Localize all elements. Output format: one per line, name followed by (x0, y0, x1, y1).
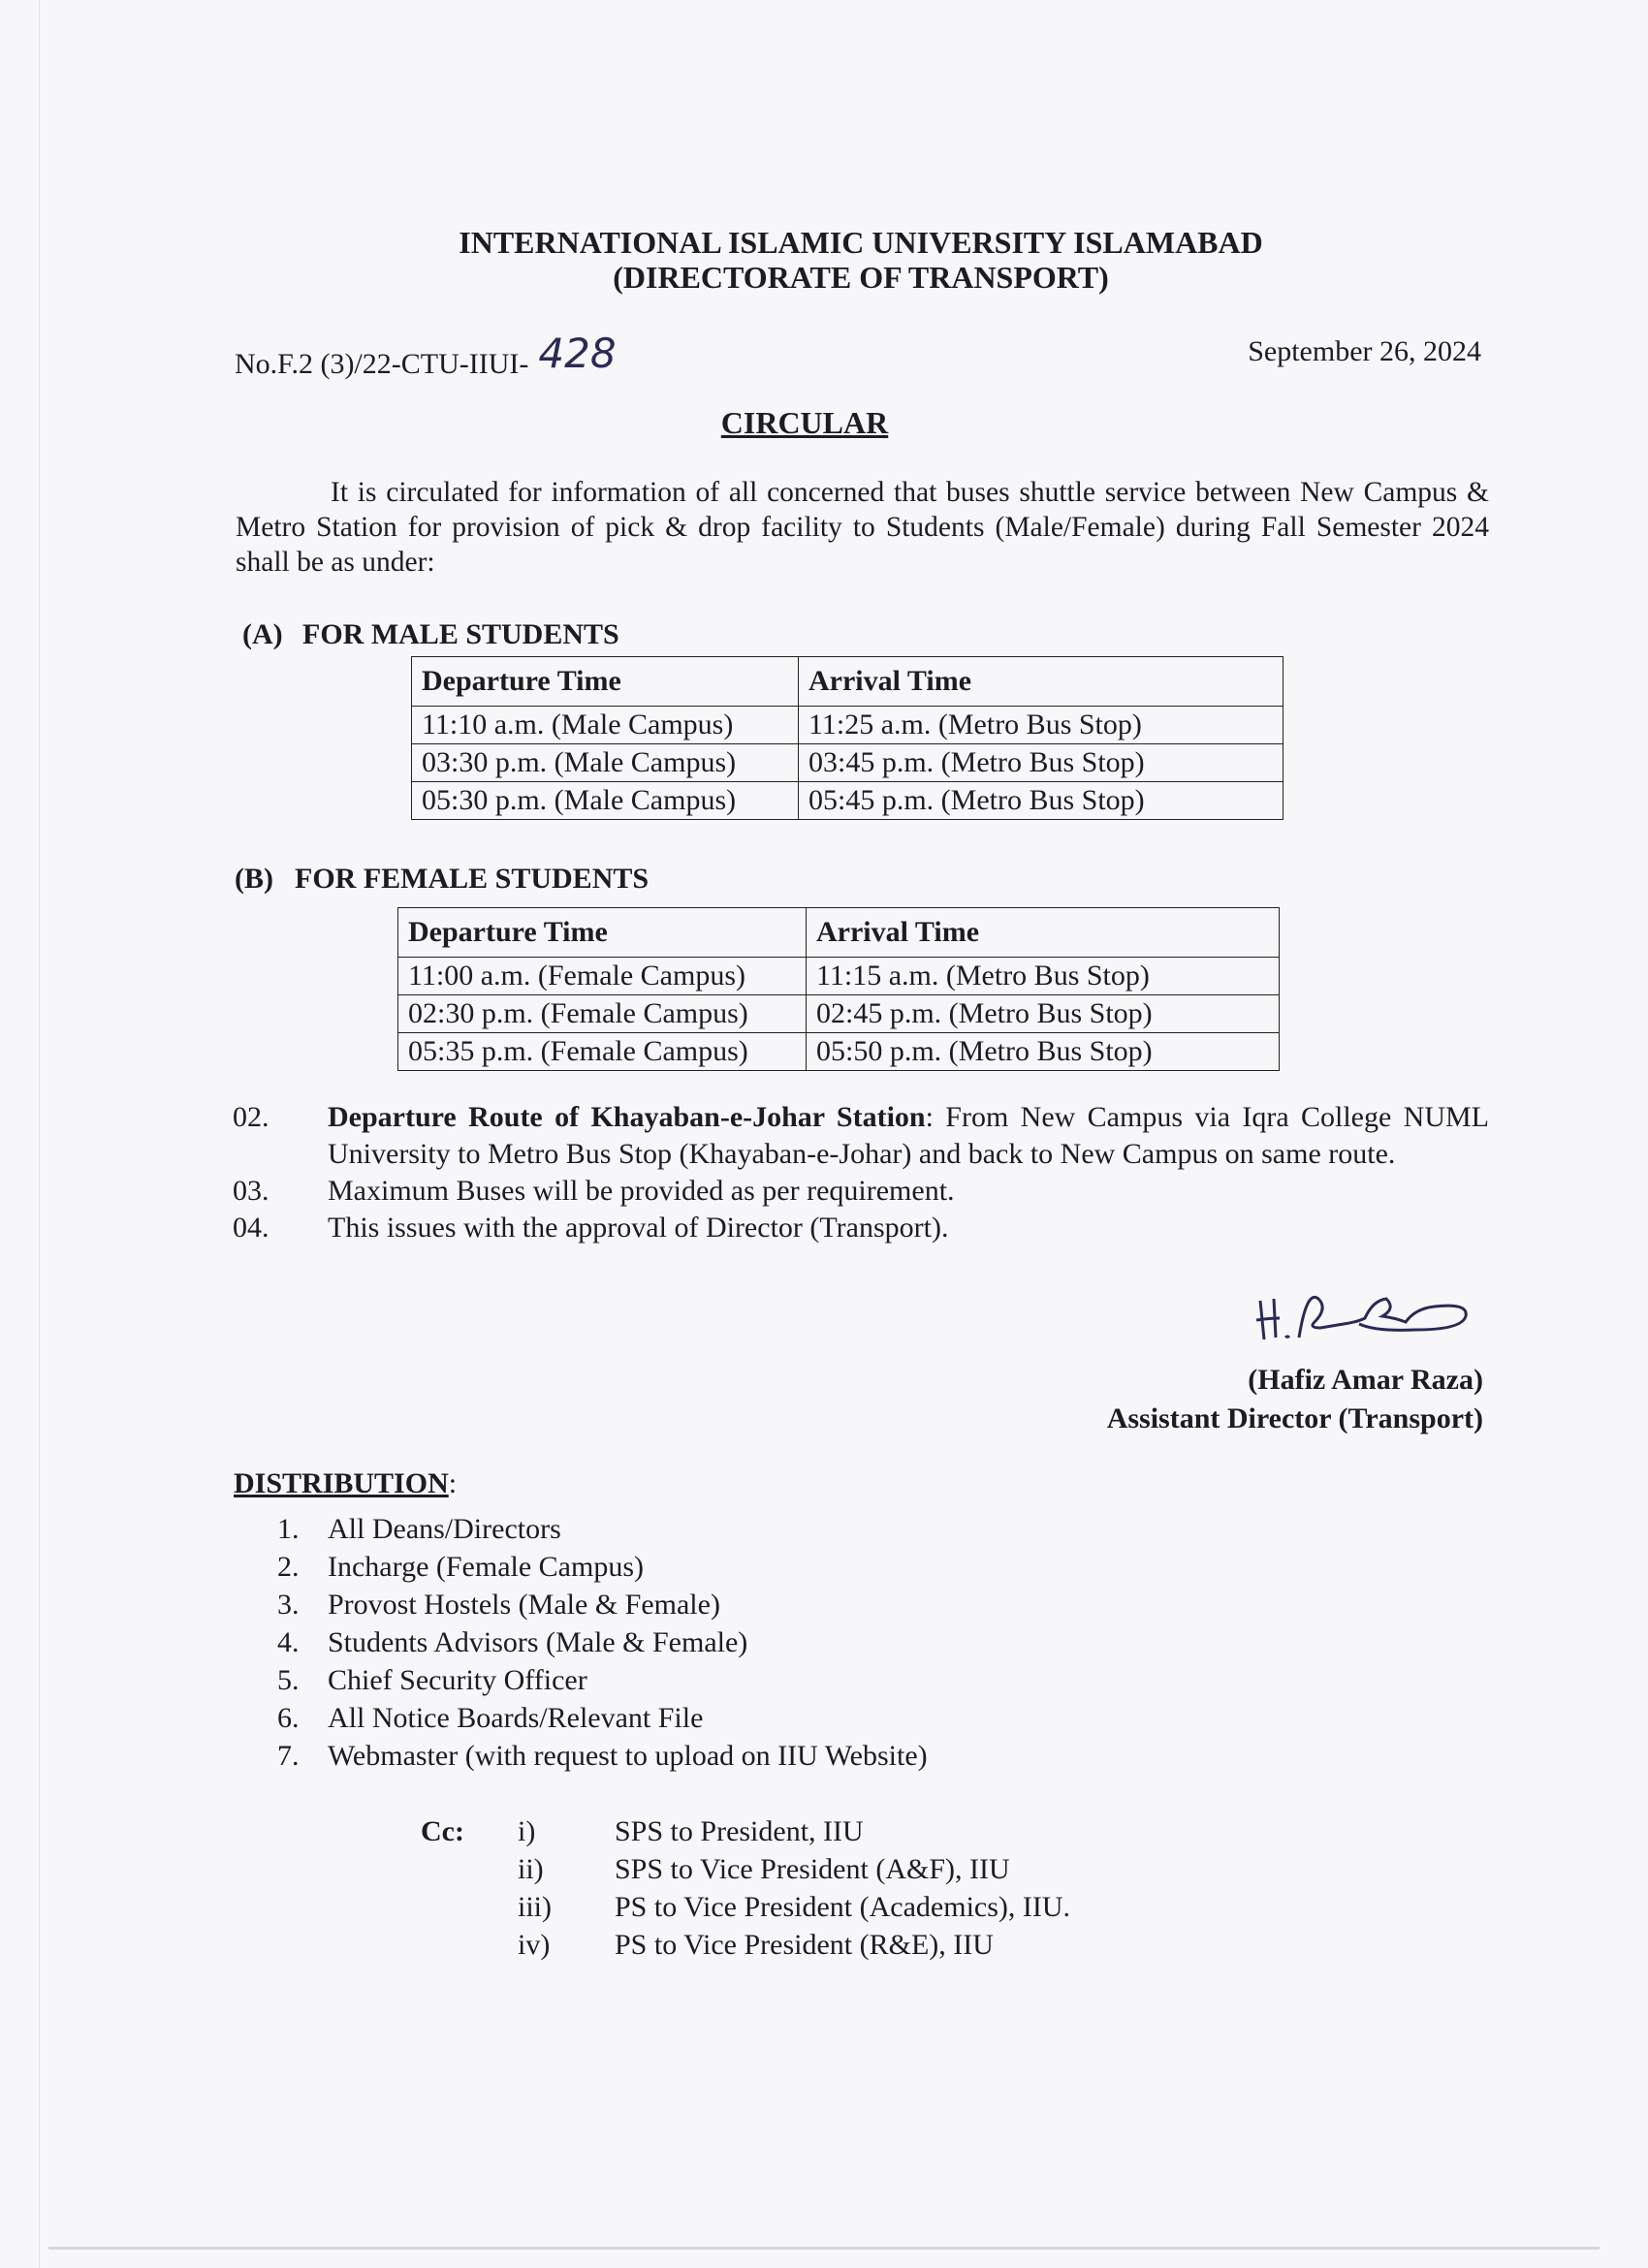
item-text: SPS to President, IIU (615, 1815, 864, 1847)
section-b-label: (B) (235, 863, 273, 895)
female-schedule-table (397, 907, 1280, 1071)
list-item (277, 1510, 928, 1548)
cc-label: Cc: (421, 1815, 464, 1847)
table-header-row (398, 908, 1280, 958)
table-row (412, 744, 1284, 782)
list-item (421, 1812, 1070, 1850)
column-header: Departure Time (412, 657, 799, 707)
table-row (412, 782, 1284, 820)
signatory-name: (Hafiz Amar Raza) (1248, 1364, 1483, 1396)
column-header: Departure Time (398, 908, 807, 958)
item-text: All Deans/Directors (328, 1513, 561, 1545)
arrival-cell: 11:15 a.m. (Metro Bus Stop) (807, 958, 1280, 995)
circular-title: CIRCULAR (720, 405, 889, 440)
list-item (277, 1737, 928, 1775)
item-number: iv) (518, 1929, 551, 1961)
list-item (277, 1548, 928, 1586)
item-number: 3. (277, 1589, 300, 1621)
item-text: Maximum Buses will be provided as per requirement. (328, 1175, 955, 1207)
handwritten-reference-number: 428 (538, 330, 617, 377)
item-number: 1. (277, 1513, 300, 1545)
circular-date: September 26, 2024 (1248, 335, 1481, 367)
signatory-designation: Assistant Director (Transport) (1106, 1402, 1483, 1434)
item-number: i) (518, 1815, 536, 1847)
list-item (277, 1586, 928, 1623)
intro-paragraph (236, 475, 1489, 580)
list-item (421, 1850, 1070, 1888)
item-body: : From New Campus via Iqra College NUML University to Metro Bus Stop (Khayaban-e-Johar) and back to New Campus on same route. (328, 1101, 1489, 1170)
arrival-cell: 11:25 a.m. (Metro Bus Stop) (799, 707, 1284, 744)
table-row (412, 707, 1284, 744)
list-item (421, 1926, 1070, 1964)
numbered-items (233, 1099, 1489, 1246)
departure-cell: 11:00 a.m. (Female Campus) (398, 958, 807, 995)
item-text: Students Advisors (Male & Female) (328, 1626, 748, 1658)
item-number: 2. (277, 1551, 300, 1583)
distribution-list (277, 1510, 928, 1775)
item-text: Incharge (Female Campus) (328, 1551, 645, 1583)
column-header: Arrival Time (799, 657, 1284, 707)
table-row (398, 995, 1280, 1033)
item-number: 6. (277, 1702, 300, 1734)
scan-edge-line (39, 0, 40, 2268)
item-text: Webmaster (with request to upload on IIU Website) (328, 1740, 928, 1772)
arrival-cell: 05:45 p.m. (Metro Bus Stop) (799, 782, 1284, 820)
departure-cell: 05:30 p.m. (Male Campus) (412, 782, 799, 820)
arrival-cell: 02:45 p.m. (Metro Bus Stop) (807, 995, 1280, 1033)
column-header: Arrival Time (807, 908, 1280, 958)
item-text: All Notice Boards/Relevant File (328, 1702, 704, 1734)
section-b-title: FOR FEMALE STUDENTS (295, 863, 650, 895)
male-schedule-table (411, 656, 1284, 820)
list-item (233, 1099, 1489, 1173)
item-number: iii) (518, 1891, 552, 1923)
intro-text: It is circulated for information of all concerned that buses shuttle service between New Campus & Metro Station for provision of pick & drop facility to Students (Male/Female) during Fall Semester 2024 shall be as under: (236, 477, 1489, 578)
section-a-heading (242, 618, 619, 651)
signatory-block (902, 1361, 1483, 1438)
reference-number (235, 330, 617, 383)
item-text: SPS to Vice President (A&F), IIU (615, 1853, 1010, 1885)
item-bold-lead: Departure Route of Khayaban-e-Johar Station (328, 1101, 926, 1133)
departure-cell: 02:30 p.m. (Female Campus) (398, 995, 807, 1033)
list-item (421, 1888, 1070, 1926)
item-number: 04. (233, 1212, 269, 1244)
section-b-heading (235, 863, 649, 896)
arrival-cell: 05:50 p.m. (Metro Bus Stop) (807, 1033, 1280, 1071)
list-item (277, 1661, 928, 1699)
table-row (398, 958, 1280, 995)
distribution-colon: : (448, 1467, 458, 1499)
item-text: PS to Vice President (Academics), IIU. (615, 1891, 1071, 1923)
item-text: This issues with the approval of Director (Transport). (328, 1212, 949, 1244)
item-text: Chief Security Officer (328, 1664, 587, 1696)
item-text: Provost Hostels (Male & Female) (328, 1589, 720, 1621)
departure-cell: 05:35 p.m. (Female Campus) (398, 1033, 807, 1071)
item-text: PS to Vice President (R&E), IIU (615, 1929, 994, 1961)
university-name: INTERNATIONAL ISLAMIC UNIVERSITY ISLAMABAD (459, 225, 1263, 260)
list-item (233, 1173, 1489, 1210)
table-row (398, 1033, 1280, 1071)
item-number: 7. (277, 1740, 300, 1772)
scan-bottom-edge (48, 2247, 1600, 2250)
section-a-label: (A) (242, 618, 283, 650)
distribution-heading (234, 1467, 457, 1500)
list-item (233, 1210, 1489, 1246)
arrival-cell: 03:45 p.m. (Metro Bus Stop) (799, 744, 1284, 782)
item-number: 03. (233, 1175, 269, 1207)
departure-cell: 11:10 a.m. (Male Campus) (412, 707, 799, 744)
list-item (277, 1623, 928, 1661)
list-item (277, 1699, 928, 1737)
item-number: ii) (518, 1853, 544, 1885)
departure-cell: 03:30 p.m. (Male Campus) (412, 744, 799, 782)
item-number: 02. (233, 1101, 269, 1133)
reference-prefix: No.F.2 (3)/22-CTU-IIUI- (235, 348, 529, 380)
distribution-title: DISTRIBUTION (234, 1467, 449, 1499)
item-number: 5. (277, 1664, 300, 1696)
item-number: 4. (277, 1626, 300, 1658)
handwritten-signature (1251, 1279, 1474, 1357)
directorate-name: (DIRECTORATE OF TRANSPORT) (613, 260, 1109, 295)
cc-block (421, 1812, 1070, 1964)
section-a-title: FOR MALE STUDENTS (302, 618, 619, 650)
table-header-row (412, 657, 1284, 707)
item-text (328, 1099, 1489, 1173)
